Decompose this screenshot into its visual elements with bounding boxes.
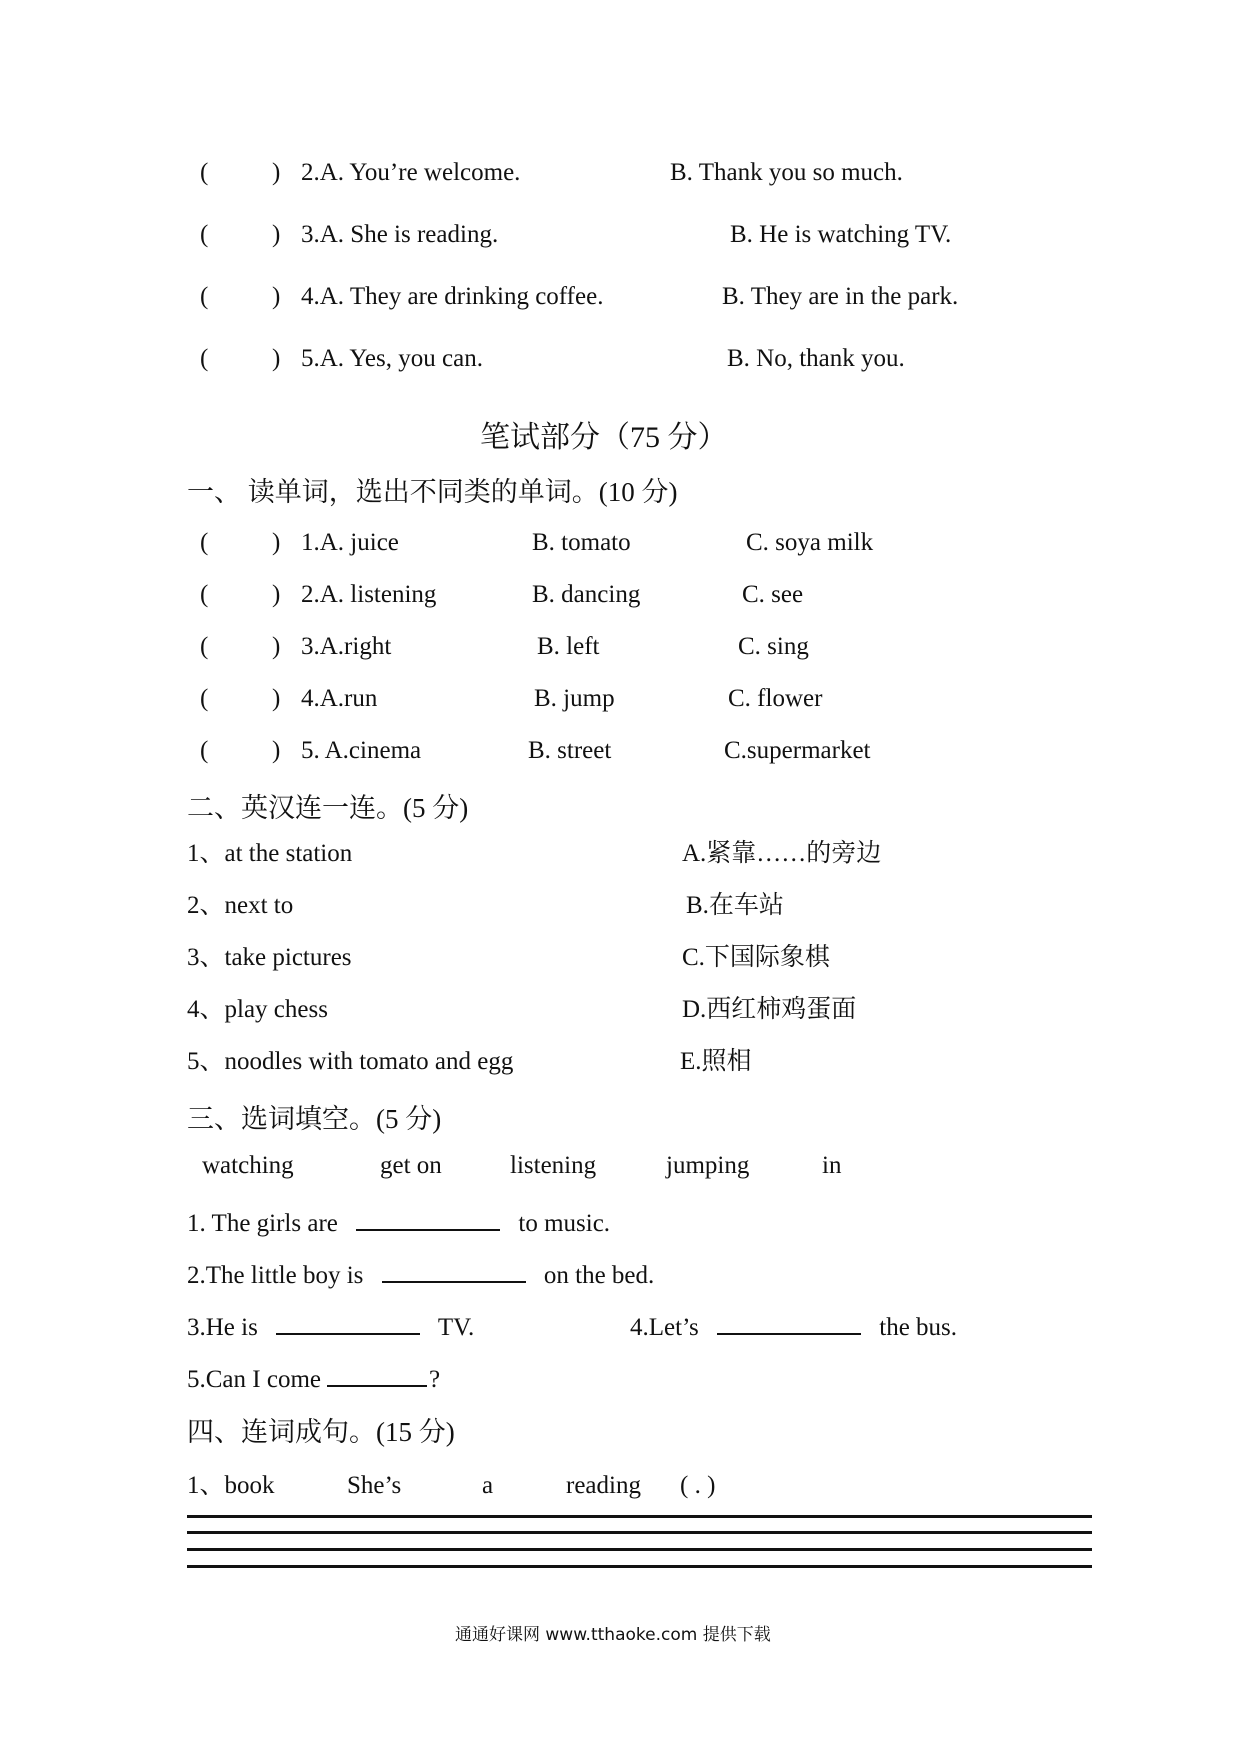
- option-a: 1.A. juice: [301, 529, 399, 556]
- option-b: B. left: [537, 633, 600, 660]
- match-chinese: C.下国际象棋: [682, 944, 830, 971]
- option-b: B. tomato: [532, 529, 631, 556]
- written-part-title: 笔试部分（75 分）: [480, 421, 728, 454]
- option-c: C. flower: [728, 685, 823, 712]
- answer-paren-close: ): [272, 737, 281, 764]
- match-english: 5、noodles with tomato and egg: [187, 1048, 514, 1075]
- answer-paren-open: (: [200, 685, 209, 712]
- match-english: 4、play chess: [187, 996, 328, 1023]
- answer-blank[interactable]: [327, 1359, 427, 1387]
- answer-paren-close: ): [272, 221, 281, 248]
- answer-paren-open: (: [200, 221, 209, 248]
- match-english: 1、at the station: [187, 840, 353, 867]
- answer-paren-open: (: [200, 345, 209, 372]
- word-bank-item: listening: [510, 1152, 597, 1179]
- option-b: B. No, thank you.: [727, 345, 905, 372]
- answer-paren-close: ): [272, 283, 281, 310]
- option-a: 4.A. They are drinking coffee.: [301, 283, 604, 310]
- option-b: B. Thank you so much.: [670, 159, 903, 186]
- option-a: 4.A.run: [301, 685, 378, 712]
- option-b: B. jump: [534, 685, 615, 712]
- answer-paren-open: (: [200, 737, 209, 764]
- option-b: B. He is watching TV.: [730, 221, 952, 248]
- fill-question-1: 1. The girls are to music.: [187, 1203, 610, 1239]
- option-b: B. street: [528, 737, 612, 764]
- word-bank-item: jumping: [666, 1152, 750, 1179]
- answer-blank[interactable]: [276, 1307, 420, 1335]
- fill-question-5: 5.Can I come ?: [187, 1359, 440, 1395]
- scrambled-word: 1、book: [187, 1472, 275, 1499]
- fill-question-3: 3.He is TV.: [187, 1307, 474, 1343]
- option-b: B. dancing: [532, 581, 641, 608]
- fill-question-4: 4.Let’s the bus.: [630, 1307, 957, 1343]
- word-bank-item: watching: [202, 1152, 294, 1179]
- answer-paren-open: (: [200, 581, 209, 608]
- section-2-heading: 二、英汉连一连。(5 分): [187, 793, 469, 823]
- match-chinese: E.照相: [680, 1048, 752, 1075]
- answer-paren-open: (: [200, 283, 209, 310]
- option-c: C.supermarket: [724, 737, 871, 764]
- option-a: 5. A.cinema: [301, 737, 422, 764]
- word-bank-item: get on: [380, 1152, 442, 1179]
- match-english: 3、take pictures: [187, 944, 352, 971]
- section-4-heading: 四、连词成句。(15 分): [187, 1417, 455, 1447]
- fill-question-2: 2.The little boy is on the bed.: [187, 1255, 654, 1291]
- answer-paren-close: ): [272, 685, 281, 712]
- writing-line[interactable]: [187, 1515, 1092, 1518]
- answer-paren-close: ): [272, 633, 281, 660]
- word-bank-item: in: [822, 1152, 842, 1179]
- option-c: C. see: [742, 581, 804, 608]
- option-c: C. soya milk: [746, 529, 874, 556]
- option-a: 2.A. listening: [301, 581, 437, 608]
- scrambled-word: reading: [566, 1472, 641, 1499]
- answer-blank[interactable]: [717, 1307, 861, 1335]
- answer-paren-open: (: [200, 529, 209, 556]
- match-english: 2、next to: [187, 892, 294, 919]
- answer-blank[interactable]: [356, 1203, 500, 1231]
- answer-paren-close: ): [272, 529, 281, 556]
- writing-line[interactable]: [187, 1531, 1092, 1534]
- answer-blank[interactable]: [382, 1255, 526, 1283]
- writing-line[interactable]: [187, 1548, 1092, 1551]
- scrambled-word: She’s: [347, 1472, 402, 1499]
- answer-paren-close: ): [272, 159, 281, 186]
- scrambled-word: ( . ): [680, 1472, 716, 1499]
- match-chinese: B.在车站: [686, 892, 784, 919]
- option-a: 3.A.right: [301, 633, 392, 660]
- option-a: 3.A. She is reading.: [301, 221, 499, 248]
- section-1-heading: 一、 读单词，选出不同类的单词。(10 分): [187, 477, 678, 507]
- answer-paren-open: (: [200, 159, 209, 186]
- option-b: B. They are in the park.: [722, 283, 959, 310]
- writing-line[interactable]: [187, 1565, 1092, 1568]
- answer-paren-close: ): [272, 581, 281, 608]
- answer-paren-open: (: [200, 633, 209, 660]
- option-a: 5.A. Yes, you can.: [301, 345, 483, 372]
- page-footer: 通通好课网 www.tthaoke.com 提供下载: [455, 1625, 771, 1645]
- scrambled-word: a: [482, 1472, 494, 1499]
- option-c: C. sing: [738, 633, 809, 660]
- option-a: 2.A. You’re welcome.: [301, 159, 521, 186]
- match-chinese: A.紧靠……的旁边: [682, 840, 882, 867]
- section-3-heading: 三、选词填空。(5 分): [187, 1104, 442, 1134]
- answer-paren-close: ): [272, 345, 281, 372]
- match-chinese: D.西红柿鸡蛋面: [682, 996, 857, 1023]
